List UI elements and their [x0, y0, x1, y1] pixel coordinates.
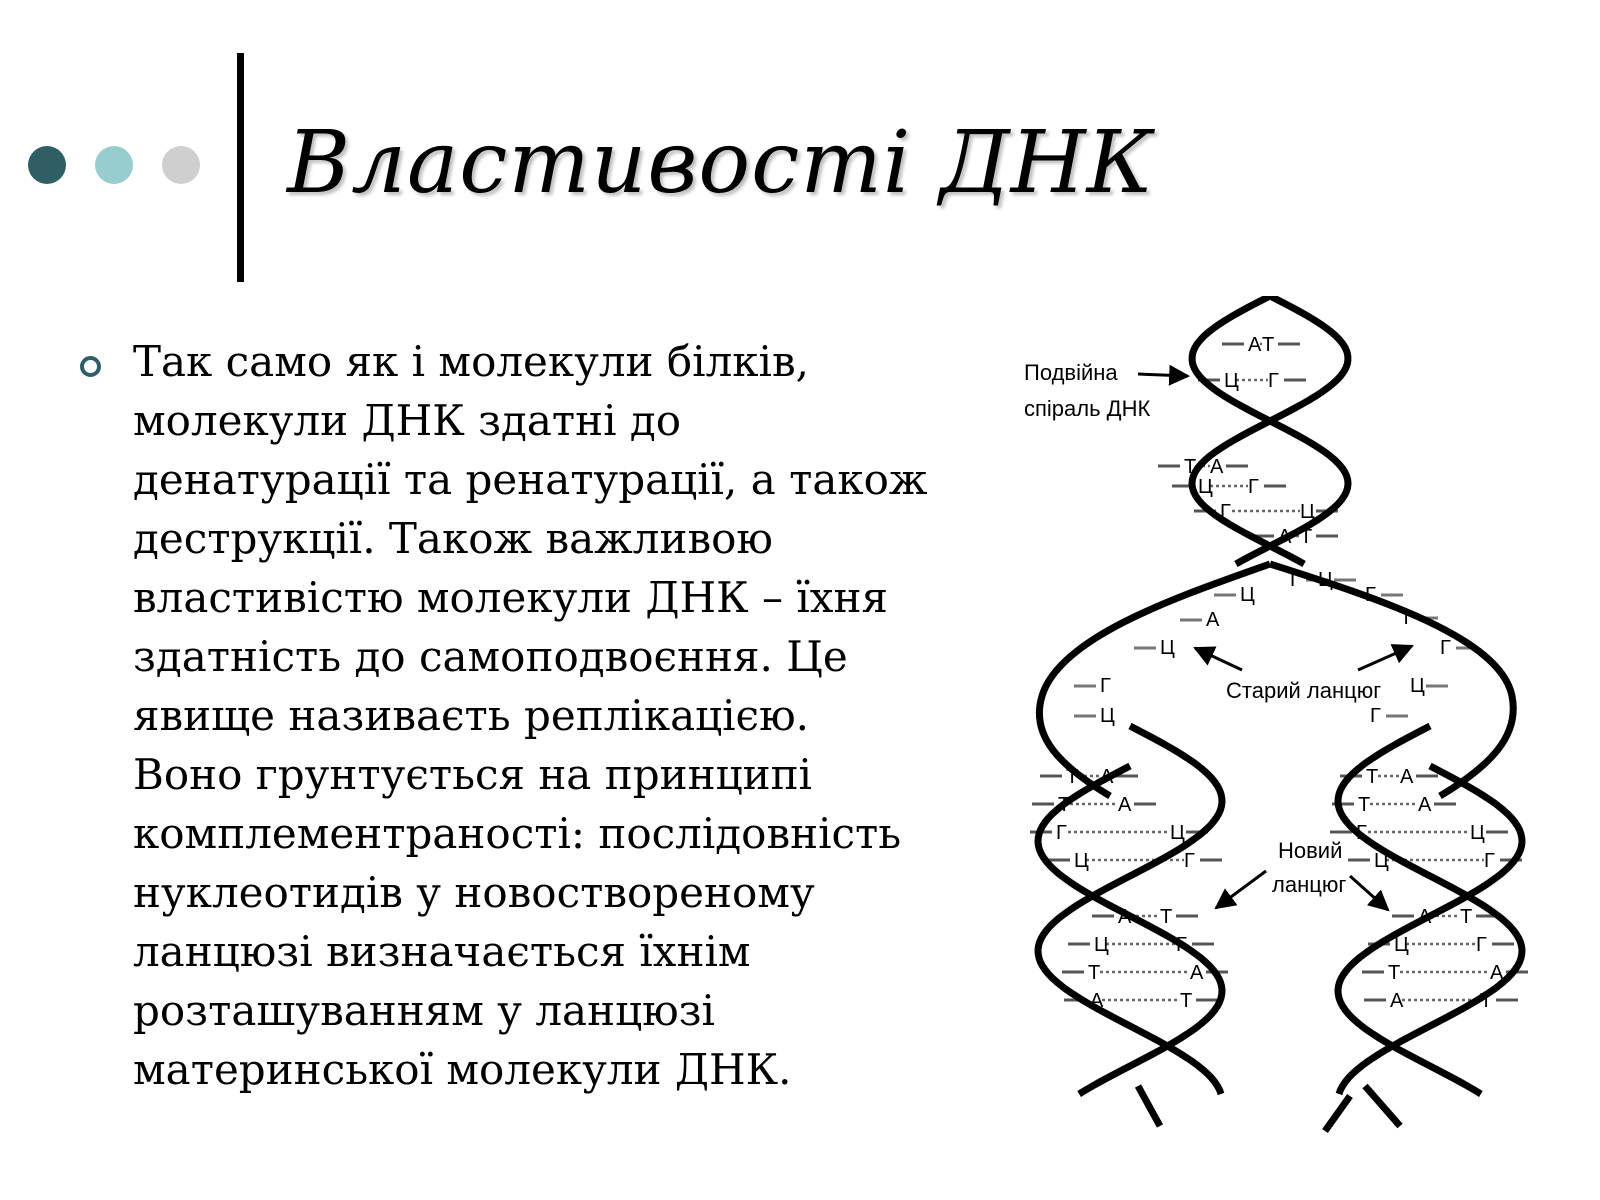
right-pair-8-base-right: Т — [1480, 990, 1493, 1012]
dot-grey — [162, 146, 200, 184]
fork-right-base-1: Г — [1290, 569, 1301, 591]
arrow-old-right — [1358, 646, 1412, 670]
fork-left-base-5: Ц — [1100, 705, 1115, 727]
tail-right-a — [1325, 1096, 1350, 1131]
arrow-new-left — [1216, 871, 1266, 908]
right-pair-5-base-right: Т — [1460, 906, 1473, 928]
label-double-helix-1: Подвійна — [1024, 360, 1118, 385]
left-pair-7-base-left: Т — [1088, 962, 1101, 984]
left-pair-4-base-left: Ц — [1074, 850, 1089, 872]
right-pair-7-base-right: А — [1490, 962, 1504, 984]
top-pair-2-base-right: Г — [1268, 370, 1279, 392]
right-pair-4-base-left: Ц — [1374, 850, 1389, 872]
left-pair-3-base-right: Ц — [1170, 822, 1185, 844]
tail-right-b — [1365, 1086, 1400, 1126]
left-pair-8-base-right: Т — [1180, 990, 1193, 1012]
right-pair-5-base-left: А — [1418, 906, 1432, 928]
right-pair-2-base-right: А — [1418, 794, 1432, 816]
dna-diagram-svg — [1020, 296, 1580, 1136]
left-pair-6-base-left: Ц — [1094, 934, 1109, 956]
top-pair-3-base-left: Т — [1184, 456, 1197, 478]
slide-title: Властивості ДНК — [287, 113, 1155, 213]
right-pair-3-base-right: Ц — [1470, 822, 1485, 844]
top-pair-5-base-left: Г — [1220, 501, 1231, 523]
fork-right-base-7: Г — [1370, 705, 1381, 727]
top-pair-1-base-left: А — [1248, 334, 1262, 356]
bullet-icon — [80, 356, 101, 377]
left-pair-2-base-left: Т — [1058, 794, 1071, 816]
left-pair-1-base-left: Т — [1066, 766, 1079, 788]
left-pair-4-base-right: Г — [1184, 850, 1195, 872]
fork-left-base-2: А — [1206, 609, 1220, 631]
label-double-helix-2: спіраль ДНК — [1024, 396, 1151, 421]
arrow-double-helix — [1138, 374, 1188, 376]
left-pair-5-base-left: А — [1118, 906, 1132, 928]
right-pair-6-base-right: Г — [1476, 934, 1487, 956]
top-pair-4-base-left: Ц — [1198, 476, 1213, 498]
label-old-strand: Старий ланцюг — [1226, 678, 1382, 703]
arrow-new-right — [1350, 876, 1388, 910]
right-pair-3-base-left: Г — [1356, 822, 1367, 844]
left-pair-1-base-right: А — [1100, 766, 1114, 788]
fork-left-base-3: Ц — [1160, 637, 1175, 659]
top-pair-2-base-left: Ц — [1224, 370, 1239, 392]
fork-right-base-6: Ц — [1410, 675, 1425, 697]
top-pair-6-base-left: А — [1278, 526, 1292, 548]
fork-left-base-4: Г — [1100, 675, 1111, 697]
top-pair-6-base-right: Т — [1300, 526, 1313, 548]
right-pair-6-base-left: Ц — [1394, 934, 1409, 956]
top-pair-1-base-right: Т — [1262, 334, 1275, 356]
right-pair-1-base-left: Т — [1366, 766, 1379, 788]
top-pair-3-base-right: А — [1210, 456, 1224, 478]
title-divider — [237, 53, 244, 282]
top-pair-5-base-right: Ц — [1300, 501, 1315, 523]
arrow-old-left — [1195, 648, 1242, 670]
fork-left-base-1: Ц — [1240, 584, 1255, 606]
left-pair-7-base-right: А — [1190, 962, 1204, 984]
dna-replication-diagram — [1020, 296, 1580, 1136]
left-pair-6-base-right: Г — [1176, 934, 1187, 956]
fork-right-base-5: Г — [1440, 637, 1451, 659]
right-pair-1-base-right: А — [1400, 766, 1414, 788]
fork-right-base-4: Т — [1400, 607, 1413, 629]
bullet-text: Так само як і молекули білків, молекули ДНК здатні до денатурації та ренатурації, а також деструкції. Також важливою властивістю молекули ДНК – їхня здатність до самоподвоєння. Це явище називаєть реплікацією. Воно грунтується на принципі комплементраності: послідовність нуклеотидів у новоствореному ланцюзі визначається їхнім розташуванням у ланцюзі материнської молекули ДНК. — [133, 337, 928, 1094]
left-pair-2-base-right: А — [1118, 794, 1132, 816]
right-pair-7-base-left: Т — [1388, 962, 1401, 984]
tail-left — [1138, 1086, 1160, 1126]
right-pair-8-base-left: А — [1390, 990, 1404, 1012]
left-pair-3-base-left: Г — [1056, 822, 1067, 844]
top-pair-4-base-right: Г — [1248, 476, 1259, 498]
dot-teal — [95, 146, 133, 184]
right-pair-2-base-left: Т — [1358, 794, 1371, 816]
fork-right-base-2: Ц — [1318, 569, 1333, 591]
label-new-strand-1: Новий — [1278, 838, 1343, 863]
left-pair-5-base-right: Т — [1160, 906, 1173, 928]
dot-dark — [28, 146, 66, 184]
right-pair-4-base-right: Г — [1484, 850, 1495, 872]
left-pair-8-base-left: А — [1090, 990, 1104, 1012]
label-new-strand-2: ланцюг — [1272, 872, 1347, 897]
fork-right-base-3: Г — [1365, 584, 1376, 606]
